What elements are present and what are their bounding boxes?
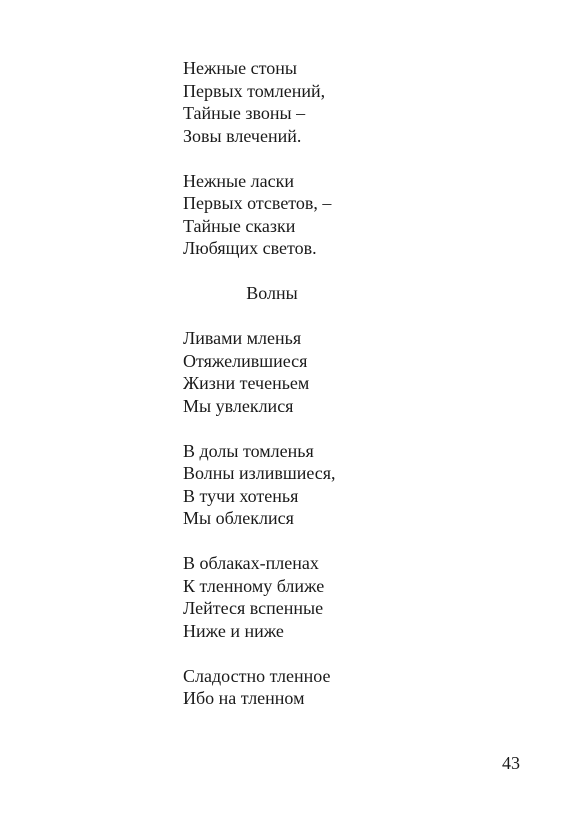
page-number: 43 bbox=[502, 753, 520, 773]
poem-title: Волны bbox=[246, 283, 298, 303]
poem-line: Мы увлеклися bbox=[183, 395, 294, 416]
stanza bbox=[183, 665, 503, 710]
stanza bbox=[183, 327, 503, 417]
poem-line: Тайные сказки bbox=[183, 215, 296, 236]
poem-line: Жизни теченьем bbox=[183, 373, 310, 393]
poem-line: Ибо на тленном bbox=[183, 688, 305, 708]
stanza bbox=[183, 552, 503, 642]
poem-line: Сладостно тленное bbox=[183, 665, 331, 686]
poem-line: Мы облеклися bbox=[183, 508, 294, 528]
stanza bbox=[183, 440, 503, 530]
poem-line: Любящих светов. bbox=[183, 238, 317, 258]
poem-line: Зовы влечений. bbox=[183, 125, 302, 146]
poem-line: В долы томленья bbox=[183, 440, 314, 461]
poem-line: Ливами мленья bbox=[183, 328, 302, 348]
poem-line: Тайные звоны – bbox=[183, 103, 306, 123]
poem-line: Первых томлений, bbox=[183, 80, 326, 101]
poem-line: В облаках-пленах bbox=[183, 553, 319, 573]
poem-line: В тучи хотенья bbox=[183, 485, 299, 506]
poem-line: Нежные ласки bbox=[183, 170, 294, 191]
stanza bbox=[183, 57, 503, 147]
poem-line: Ниже и ниже bbox=[183, 620, 284, 641]
stanza bbox=[183, 170, 503, 260]
poem-line: Лейтеся вспенные bbox=[183, 598, 324, 618]
poem-line: Нежные стоны bbox=[183, 58, 297, 78]
poem-text bbox=[183, 57, 503, 732]
poem-line: Первых отсветов, – bbox=[183, 193, 332, 213]
poem-line: Отяжелившиеся bbox=[183, 350, 308, 371]
poem-line: К тленному ближе bbox=[183, 575, 325, 596]
poem-line: Волны излившиеся, bbox=[183, 463, 336, 483]
